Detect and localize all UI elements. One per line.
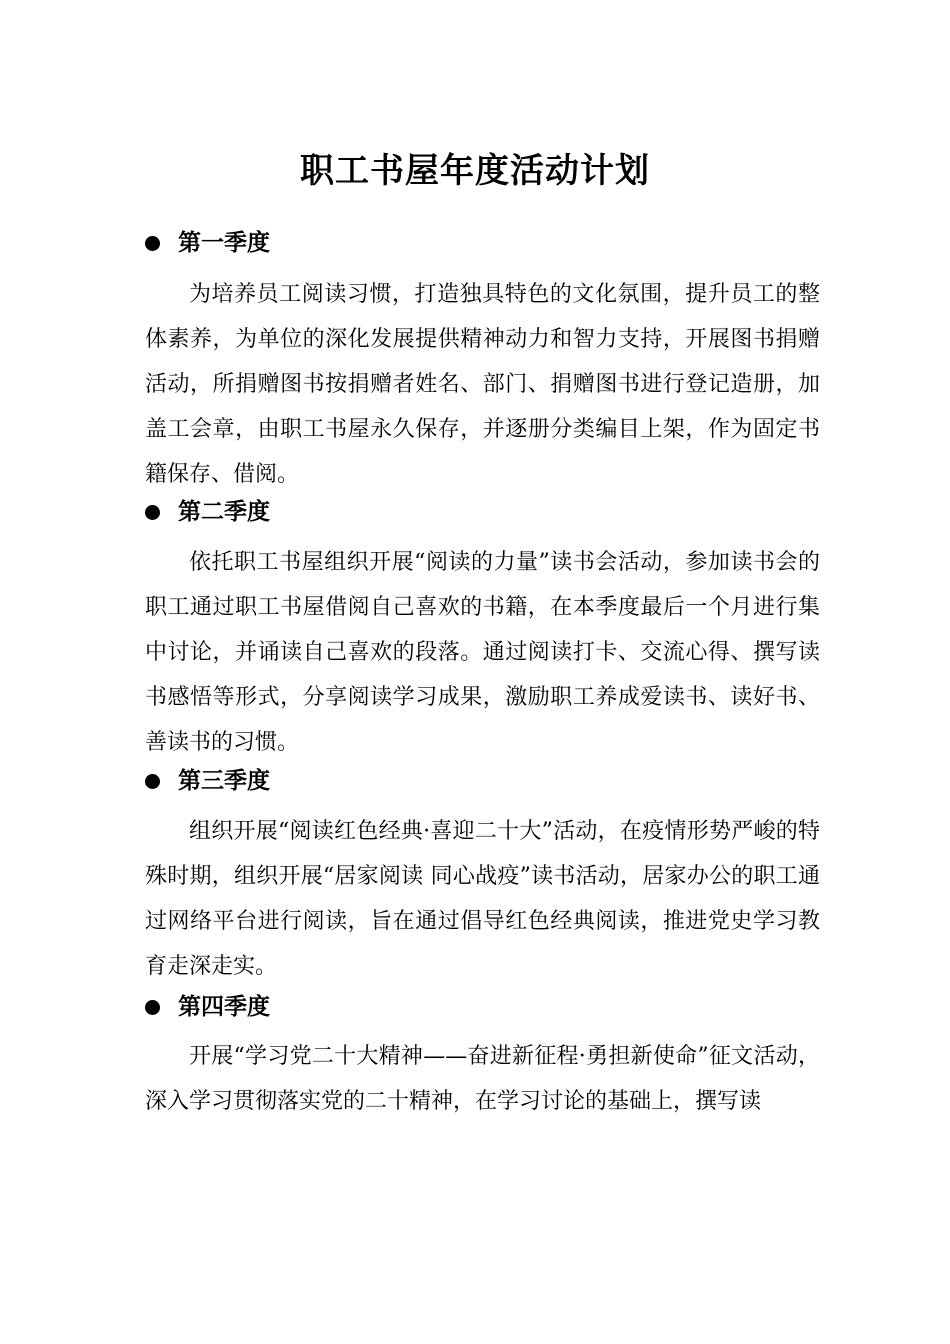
- section-heading-q4: [145, 990, 270, 1024]
- bullet-icon: [145, 774, 160, 789]
- section-title-q3: 第三季度: [178, 768, 270, 794]
- bullet-icon: [145, 1000, 160, 1015]
- section-body-q3: 组织开展“阅读红色经典·喜迎二十大”活动，在疫情形势严峻的特殊时期，组织开展“居家阅读 同心战疫”读书活动，居家办公的职工通过网络平台进行阅读，旨在通过倡导红色经典阅读，推进党史学习教育走深走实。: [145, 819, 820, 979]
- section-heading-q1: [145, 226, 270, 260]
- section-body-q1: 为培养员工阅读习惯，打造独具特色的文化氛围，提升员工的整体素养，为单位的深化发展提供精神动力和智力支持，开展图书捐赠活动，所捐赠图书按捐赠者姓名、部门、捐赠图书进行登记造册，加盖工会章，由职工书屋永久保存，并逐册分类编目上架，作为固定书籍保存、借阅。: [145, 282, 820, 487]
- section-title-q4: 第四季度: [178, 994, 270, 1020]
- section-body-q4: 开展“学习党二十大精神——奋进新征程·勇担新使命”征文活动，深入学习贯彻落实党的二十精神，在学习讨论的基础上，撰写读: [145, 1044, 820, 1114]
- section-heading-q2: [145, 495, 270, 529]
- bullet-icon: [145, 505, 160, 520]
- section-heading-q3: [145, 764, 270, 798]
- section-title-q2: 第二季度: [178, 499, 270, 525]
- bullet-icon: [145, 236, 160, 251]
- section-title-q1: 第一季度: [178, 230, 270, 256]
- document-title: 职工书屋年度活动计划: [300, 151, 650, 191]
- section-body-q2: 依托职工书屋组织开展“阅读的力量”读书会活动，参加读书会的职工通过职工书屋借阅自己喜欢的书籍，在本季度最后一个月进行集中讨论，并诵读自己喜欢的段落。通过阅读打卡、交流心得、撰写读书感悟等形式，分享阅读学习成果，激励职工养成爱读书、读好书、善读书的习惯。: [145, 550, 820, 755]
